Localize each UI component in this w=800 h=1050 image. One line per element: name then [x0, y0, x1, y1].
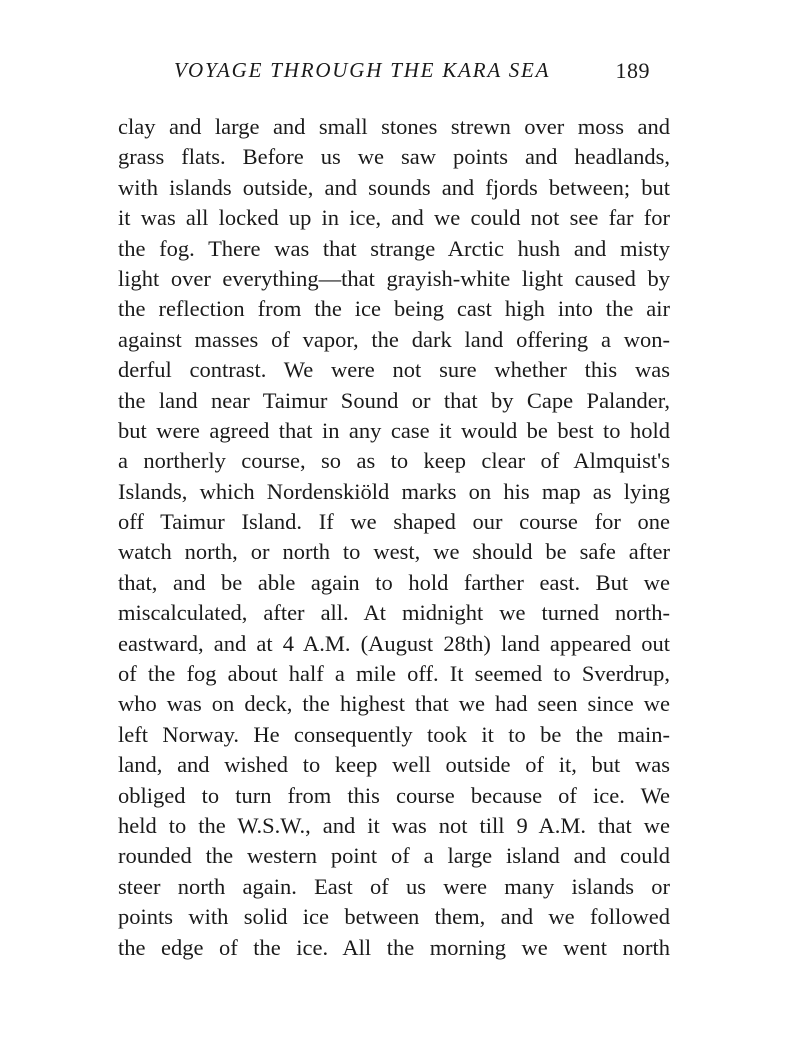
text-line: watch north, or north to west, we should be safe after — [118, 539, 670, 565]
text-line: derful contrast. We were not sure whether this was — [118, 357, 670, 383]
page-number: 189 — [615, 58, 650, 83]
text-line: who was on deck, the highest that we had seen since we — [118, 691, 670, 717]
text-line: that, and be able again to hold farther east. But we — [118, 569, 670, 595]
text-line: against masses of vapor, the dark land offering a won- — [118, 326, 670, 352]
body-text — [118, 112, 670, 963]
text-line: Islands, which Nordenskiöld marks on his map as lying — [118, 478, 670, 504]
text-line: the edge of the ice. All the morning we went north — [118, 934, 670, 960]
text-line: left Norway. He consequently took it to be the main- — [118, 721, 670, 747]
running-head — [112, 58, 672, 88]
text-line: the fog. There was that strange Arctic hush and misty — [118, 235, 670, 261]
running-head-title: VOYAGE THROUGH THE KARA SEA — [174, 58, 551, 82]
text-line: light over everything—that grayish-white light caused by — [118, 265, 670, 291]
text-line: miscalculated, after all. At midnight we turned north- — [118, 600, 670, 626]
text-line: with islands outside, and sounds and fjords between; but — [118, 174, 670, 200]
text-line: off Taimur Island. If we shaped our course for one — [118, 509, 670, 535]
text-line: it was all locked up in ice, and we could not see far for — [118, 205, 670, 231]
text-line: clay and large and small stones strewn over moss and — [118, 114, 670, 139]
text-line: obliged to turn from this course because of ice. We — [118, 782, 670, 808]
text-line: but were agreed that in any case it would be best to hold — [118, 417, 670, 443]
text-line: land, and wished to keep well outside of it, but was — [118, 752, 670, 778]
text-line: eastward, and at 4 A.M. (August 28th) land appeared out — [118, 630, 670, 656]
text-line: points with solid ice between them, and we followed — [118, 904, 670, 930]
text-line: a northerly course, so as to keep clear of Almquist's — [118, 448, 670, 474]
text-line: steer north again. East of us were many islands or — [118, 873, 670, 899]
text-line: the land near Taimur Sound or that by Cape Palander, — [118, 387, 670, 413]
text-line: held to the W.S.W., and it was not till 9 A.M. that we — [118, 812, 670, 838]
text-line: the reflection from the ice being cast high into the air — [118, 296, 670, 322]
text-line: rounded the western point of a large island and could — [118, 843, 670, 869]
text-line: of the fog about half a mile off. It seemed to Sverdrup, — [118, 661, 670, 687]
text-line: grass flats. Before us we saw points and headlands, — [118, 144, 670, 170]
